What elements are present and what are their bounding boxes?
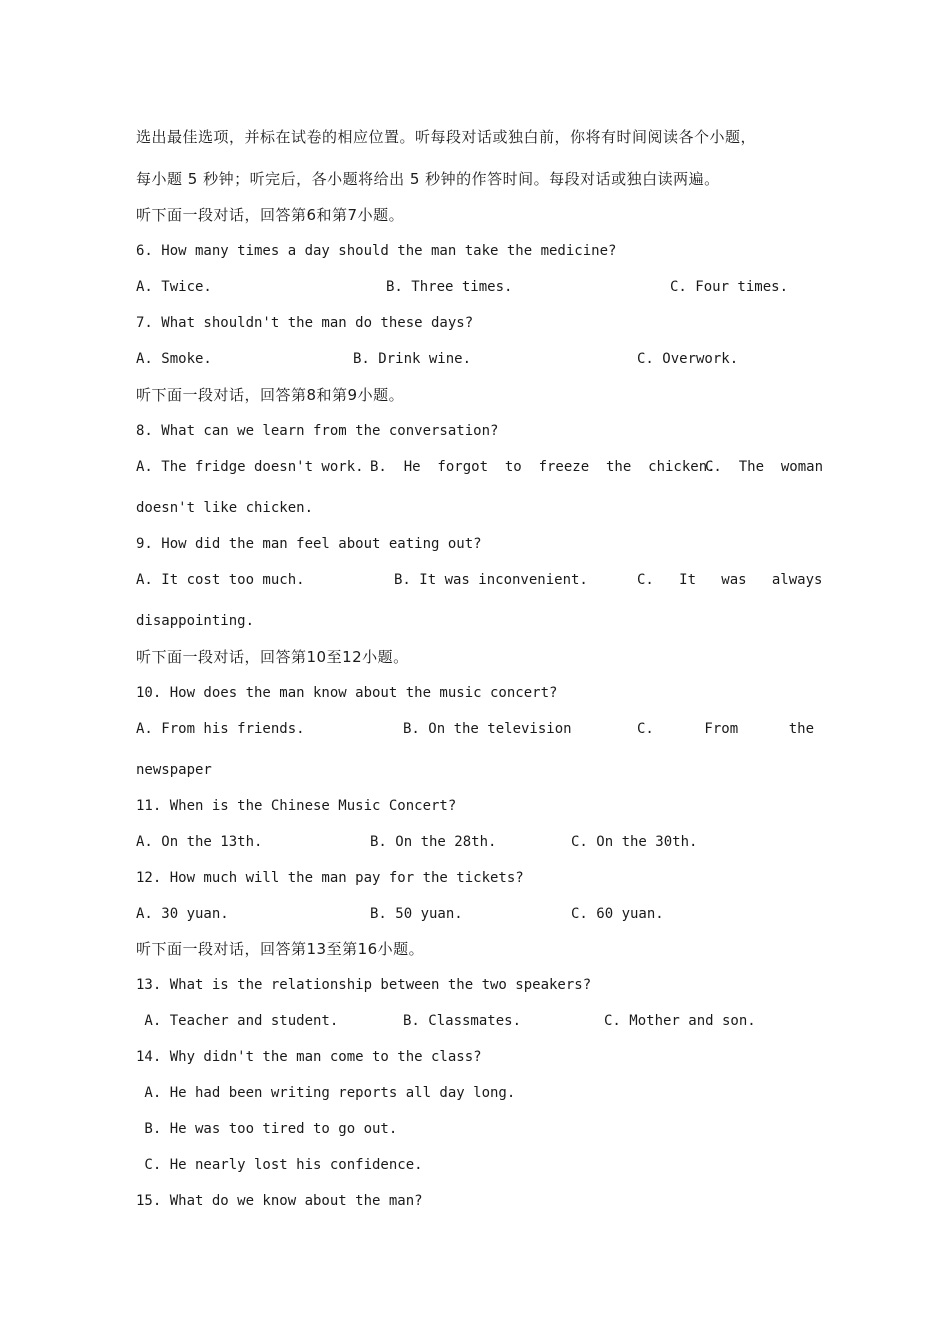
question-10-option-c-continued: newspaper: [136, 762, 212, 778]
question-12-stem: 12. How much will the man pay for the tickets?: [136, 870, 524, 886]
section-heading-2: 听下面一段对话，回答第8和第9小题。: [136, 386, 405, 404]
question-9-option-c-continued: disappointing.: [136, 613, 255, 629]
question-10-option-c: C. From the: [637, 721, 815, 737]
question-11-option-a: A. On the 13th.: [136, 834, 263, 850]
question-14-option-b: B. He was too tired to go out.: [136, 1121, 398, 1137]
question-6-option-a: A. Twice.: [136, 279, 212, 295]
question-13-stem: 13. What is the relationship between the two speakers?: [136, 977, 592, 993]
question-7-option-a: A. Smoke.: [136, 351, 212, 367]
question-12-option-b: B. 50 yuan.: [370, 906, 463, 922]
exam-page: [136, 0, 824, 1344]
question-8-stem: 8. What can we learn from the conversation?: [136, 423, 499, 439]
question-7-option-c: C. Overwork.: [637, 351, 739, 367]
question-7-stem: 7. What shouldn't the man do these days?: [136, 315, 474, 331]
question-6-option-c: C. Four times.: [670, 279, 789, 295]
section-heading-1: 听下面一段对话，回答第6和第7小题。: [136, 206, 405, 224]
question-9-option-a: A. It cost too much.: [136, 572, 305, 588]
intro-line-1: 选出最佳选项，并标在试卷的相应位置。听每段对话或独白前，你将有时间阅读各个小题，: [136, 128, 757, 146]
intro-line-2: 每小题 5 秒钟；听完后，各小题将给出 5 秒钟的作答时间。每段对话或独白读两遍。: [136, 170, 720, 188]
question-9-option-b: B. It was inconvenient.: [394, 572, 588, 588]
question-9-option-c: C. It was always: [637, 572, 823, 588]
question-8-option-b: B. He forgot to freeze the chicken.: [370, 459, 716, 475]
question-14-option-a: A. He had been writing reports all day long.: [136, 1085, 516, 1101]
section-heading-4: 听下面一段对话，回答第13至第16小题。: [136, 940, 425, 958]
question-8-option-c: C. The woman: [705, 459, 824, 475]
question-10-option-b: B. On the television: [403, 721, 572, 737]
question-10-option-a: A. From his friends.: [136, 721, 305, 737]
question-13-option-b: B. Classmates.: [403, 1013, 522, 1029]
question-13-option-c: C. Mother and son.: [604, 1013, 756, 1029]
question-12-option-a: A. 30 yuan.: [136, 906, 229, 922]
question-14-stem: 14. Why didn't the man come to the class?: [136, 1049, 482, 1065]
question-13-option-a: A. Teacher and student.: [136, 1013, 339, 1029]
question-15-stem: 15. What do we know about the man?: [136, 1193, 423, 1209]
question-7-option-b: B. Drink wine.: [353, 351, 472, 367]
question-12-option-c: C. 60 yuan.: [571, 906, 664, 922]
question-14-option-c: C. He nearly lost his confidence.: [136, 1157, 423, 1173]
question-9-stem: 9. How did the man feel about eating out?: [136, 536, 482, 552]
section-heading-3: 听下面一段对话，回答第10至12小题。: [136, 648, 409, 666]
question-8-option-a: A. The fridge doesn't work.: [136, 459, 364, 475]
question-11-option-c: C. On the 30th.: [571, 834, 698, 850]
question-6-option-b: B. Three times.: [386, 279, 513, 295]
question-11-option-b: B. On the 28th.: [370, 834, 497, 850]
question-10-stem: 10. How does the man know about the music concert?: [136, 685, 558, 701]
question-6-stem: 6. How many times a day should the man take the medicine?: [136, 243, 617, 259]
question-11-stem: 11. When is the Chinese Music Concert?: [136, 798, 457, 814]
question-8-option-c-continued: doesn't like chicken.: [136, 500, 314, 516]
